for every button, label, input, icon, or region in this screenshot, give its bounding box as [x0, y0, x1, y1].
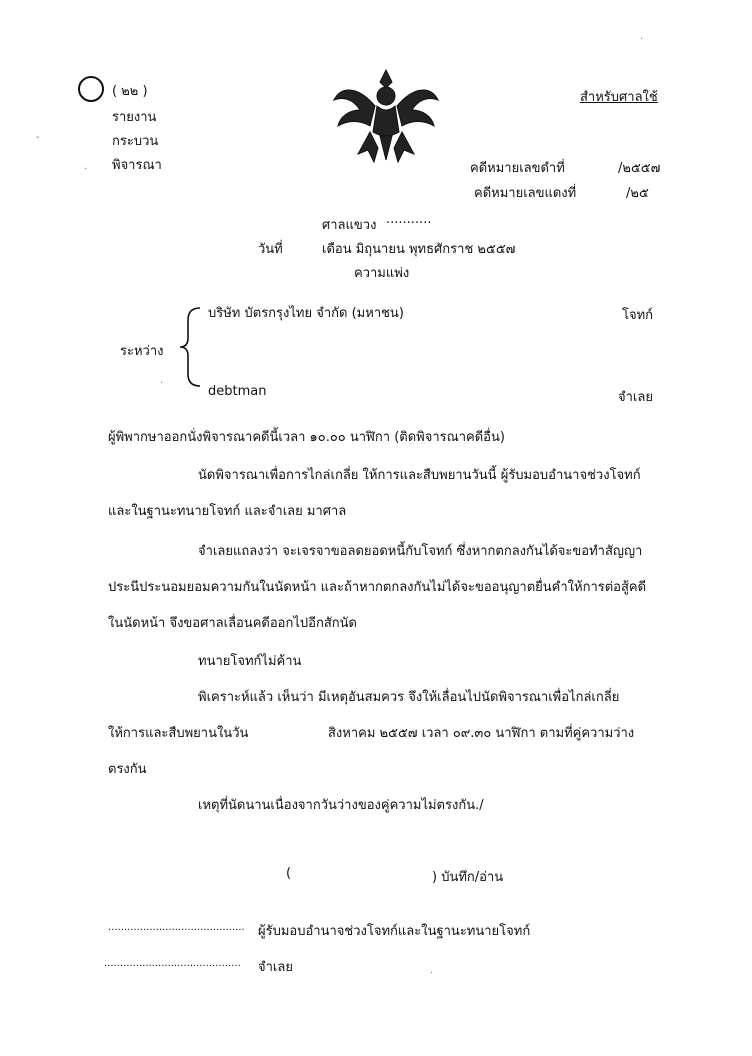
- form-title-line-1: รายงาน: [112, 110, 157, 125]
- paragraph-4-line-2b: สิงหาคม ๒๕๕๗ เวลา ๐๙.๓๐ นาฬิกา ตามที่คู่ความว่าง: [328, 726, 635, 741]
- form-circle-mark: [78, 76, 104, 102]
- court-use-label: สำหรับศาลใช้: [580, 90, 658, 105]
- plaintiff-name: บริษัท บัตรกรุงไทย จำกัด (มหาชน): [208, 306, 404, 321]
- court-name: ศาลแขวง: [322, 218, 377, 233]
- paragraph-5: เหตุที่นัดนานเนื่องจากวันว่างของคู่ความไม่ตรงกัน./: [198, 798, 484, 813]
- paragraph-2-line-2: ประนีประนอมยอมความกันในนัดหน้า และถ้าหากตกลงกันไม่ได้จะขออนุญาตยื่นคำให้การต่อสู้คดี: [108, 580, 647, 595]
- scan-speck: ·: [430, 968, 434, 979]
- paragraph-4-line-1: พิเคราะห์แล้ว เห็นว่า มีเหตุอันสมควร จึงให้เลื่อนไปนัดพิจารณาเพื่อไกล่เกลี่ย: [198, 690, 620, 705]
- scan-speck: ·: [640, 34, 644, 45]
- paragraph-1-line-2: และในฐานะทนายโจทก์ และจำเลย มาศาล: [108, 504, 347, 519]
- scan-speck: -: [36, 132, 40, 143]
- red-case-label: คดีหมายเลขแดงที่: [474, 186, 577, 201]
- judge-record-label: ) บันทึก/อ่าน: [432, 870, 504, 885]
- form-number: ( ๒๒ ): [112, 84, 148, 99]
- form-title-line-2: กระบวน: [112, 134, 159, 149]
- scan-speck: ·: [84, 164, 88, 175]
- judge-open-paren: (: [286, 866, 292, 881]
- date-label: วันที่: [258, 242, 283, 257]
- court-name-dots: ...........: [386, 212, 432, 227]
- between-label: ระหว่าง: [120, 344, 164, 359]
- defendant-name: debtman: [208, 384, 267, 399]
- session-line: ผู้พิพากษาออกนั่งพิจารณาคดีนี้เวลา ๑๐.๐๐ นาฬิกา (ติดพิจารณาคดีอื่น): [108, 430, 505, 445]
- signature-2-dots: ...........................................: [104, 958, 241, 969]
- paragraph-3: ทนายโจทก์ไม่ค้าน: [198, 654, 302, 669]
- date-text: เดือน มิถุนายน พุทธศักราช ๒๕๕๗: [322, 242, 516, 257]
- paragraph-4-line-2a: ให้การและสืบพยานในวัน: [108, 726, 249, 741]
- paragraph-2-line-3: ในนัดหน้า จึงขอศาลเลื่อนคดีออกไปอีกสักนัด: [108, 616, 357, 631]
- garuda-emblem: [330, 66, 442, 170]
- scan-speck: ·: [160, 378, 164, 389]
- signature-1-label: ผู้รับมอบอำนาจช่วงโจทก์และในฐานะทนายโจทก์: [258, 924, 531, 939]
- black-case-value: /๒๕๕๗: [618, 161, 661, 176]
- brace-symbol: [176, 306, 206, 388]
- defendant-role: จำเลย: [618, 390, 653, 405]
- signature-2-label: จำเลย: [258, 960, 293, 975]
- red-case-value: /๒๕: [626, 186, 649, 201]
- paragraph-1-line-1: นัดพิจารณาเพื่อการไกล่เกลี่ย ให้การและสืบพยานวันนี้ ผู้รับมอบอำนาจช่วงโจทก์: [198, 468, 641, 483]
- plaintiff-role: โจทก์: [622, 308, 654, 323]
- case-type: ความแพ่ง: [354, 266, 410, 281]
- form-title-line-3: พิจารณา: [112, 158, 162, 173]
- black-case-label: คดีหมายเลขดำที่: [470, 161, 565, 176]
- paragraph-2-line-1: จำเลยแถลงว่า จะเจรจาขอลดยอดหนี้กับโจทก์ ซึ่งหากตกลงกันได้จะขอทำสัญญา: [198, 544, 643, 559]
- signature-1-dots: ...........................................: [108, 922, 245, 933]
- paragraph-4-line-3: ตรงกัน: [108, 762, 147, 777]
